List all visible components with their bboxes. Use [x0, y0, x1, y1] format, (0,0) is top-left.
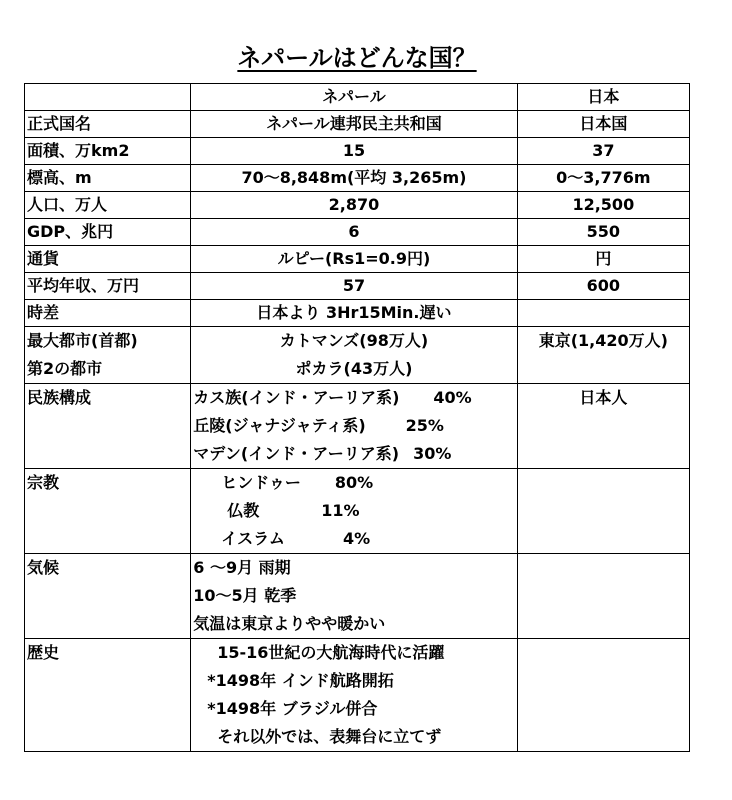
ethnic-group-name: 丘陵(ジャナジャティ系): [193, 416, 366, 435]
row-japan-value: 日本国: [517, 111, 689, 138]
row-japan-value: [517, 300, 689, 327]
second-city-label: 第2の都市: [27, 359, 103, 378]
row-label: 標高、m: [25, 165, 191, 192]
ethnic-label: 民族構成: [27, 388, 92, 407]
table-row: [25, 273, 690, 300]
table-row: [25, 192, 690, 219]
ethnic-japan-value: 日本人: [579, 388, 628, 407]
cities-row: [25, 327, 690, 384]
table-row: [25, 300, 690, 327]
religion-label-cell: [25, 469, 191, 554]
cities-japan-cell: [517, 327, 689, 384]
table-header-row: [25, 84, 690, 111]
history-line: *1498年 ブラジル併合: [207, 699, 378, 718]
climate-line: 気温は東京よりやや暖かい: [193, 614, 386, 633]
page-title-text: ネパールはどんな国？: [237, 44, 477, 72]
history-row: [25, 639, 690, 752]
row-nepal-value: 70〜8,848m(平均 3,265m): [191, 165, 517, 192]
row-nepal-value: 2,870: [191, 192, 517, 219]
ethnic-group-pct: 30%: [413, 444, 452, 463]
table-row: [25, 165, 690, 192]
religion-name: ヒンドゥー: [221, 473, 301, 492]
religion-pct: 11%: [321, 501, 360, 520]
table-row: [25, 246, 690, 273]
comparison-table: [24, 83, 690, 752]
row-nepal-value: ルピー(Rs1=0.9円): [191, 246, 517, 273]
header-japan-cell: 日本: [517, 84, 689, 111]
climate-label-cell: [25, 554, 191, 639]
religion-item: [193, 469, 514, 497]
nepal-second-city: ポカラ(43万人): [295, 359, 413, 378]
row-japan-value: 600: [517, 273, 689, 300]
row-japan-value: 0〜3,776m: [517, 165, 689, 192]
history-label-cell: [25, 639, 191, 752]
climate-label: 気候: [27, 558, 60, 577]
row-japan-value: 円: [517, 246, 689, 273]
religion-item: [193, 525, 514, 553]
ethnic-group-pct: 25%: [405, 416, 444, 435]
row-label: 通貨: [25, 246, 191, 273]
climate-line: 6 〜9月 雨期: [193, 558, 291, 577]
ethnic-japan-cell: [517, 384, 689, 469]
row-nepal-value: ネパール連邦民主共和国: [191, 111, 517, 138]
ethnic-row: [25, 384, 690, 469]
table-row: [25, 138, 690, 165]
row-japan-value: 12,500: [517, 192, 689, 219]
row-label: GDP、兆円: [25, 219, 191, 246]
row-nepal-value: 6: [191, 219, 517, 246]
climate-line: 10〜5月 乾季: [193, 586, 297, 605]
header-nepal-cell: ネパール: [191, 84, 517, 111]
table-row: [25, 219, 690, 246]
religion-pct: 4%: [342, 529, 371, 548]
page-title: [0, 38, 714, 73]
nepal-largest-city: カトマンズ(98万人): [279, 331, 429, 350]
ethnic-label-cell: [25, 384, 191, 469]
history-japan-cell: [517, 639, 689, 752]
ethnic-group: [193, 384, 514, 412]
ethnic-group-pct: 40%: [433, 388, 472, 407]
climate-row: [25, 554, 690, 639]
ethnic-group: [193, 440, 514, 468]
table-row: [25, 111, 690, 138]
history-line: それ以外では、表舞台に立てず: [217, 727, 442, 746]
row-label: 正式国名: [25, 111, 191, 138]
row-japan-value: 550: [517, 219, 689, 246]
ethnic-group: [193, 412, 514, 440]
header-label-cell: [25, 84, 191, 111]
climate-japan-cell: [517, 554, 689, 639]
religion-japan-cell: [517, 469, 689, 554]
cities-label-cell: [25, 327, 191, 384]
largest-city-label: 最大都市(首都): [27, 331, 138, 350]
row-label: 人口、万人: [25, 192, 191, 219]
religion-item: [193, 497, 514, 525]
history-nepal-cell: [191, 639, 517, 752]
religion-row: [25, 469, 690, 554]
row-nepal-value: 57: [191, 273, 517, 300]
religion-label: 宗教: [27, 473, 60, 492]
row-label: 時差: [25, 300, 191, 327]
row-japan-value: 37: [517, 138, 689, 165]
religion-nepal-cell: [191, 469, 517, 554]
religion-name: 仏教: [227, 501, 260, 520]
ethnic-nepal-cell: [191, 384, 517, 469]
row-nepal-value: 日本より 3Hr15Min.遅い: [191, 300, 517, 327]
ethnic-group-name: マデン(インド・アーリア系): [193, 444, 400, 463]
religion-name: イスラム: [221, 529, 285, 548]
religion-pct: 80%: [334, 473, 374, 492]
row-nepal-value: 15: [191, 138, 517, 165]
japan-largest-city: 東京(1,420万人): [538, 331, 668, 350]
cities-nepal-cell: [191, 327, 517, 384]
row-label: 面積、万km2: [25, 138, 191, 165]
ethnic-group-name: カス族(インド・アーリア系): [193, 388, 400, 407]
history-line: *1498年 インド航路開拓: [207, 671, 394, 690]
climate-nepal-cell: [191, 554, 517, 639]
row-label: 平均年収、万円: [25, 273, 191, 300]
history-label: 歴史: [27, 643, 60, 662]
history-line: 15-16世紀の大航海時代に活躍: [217, 643, 445, 662]
